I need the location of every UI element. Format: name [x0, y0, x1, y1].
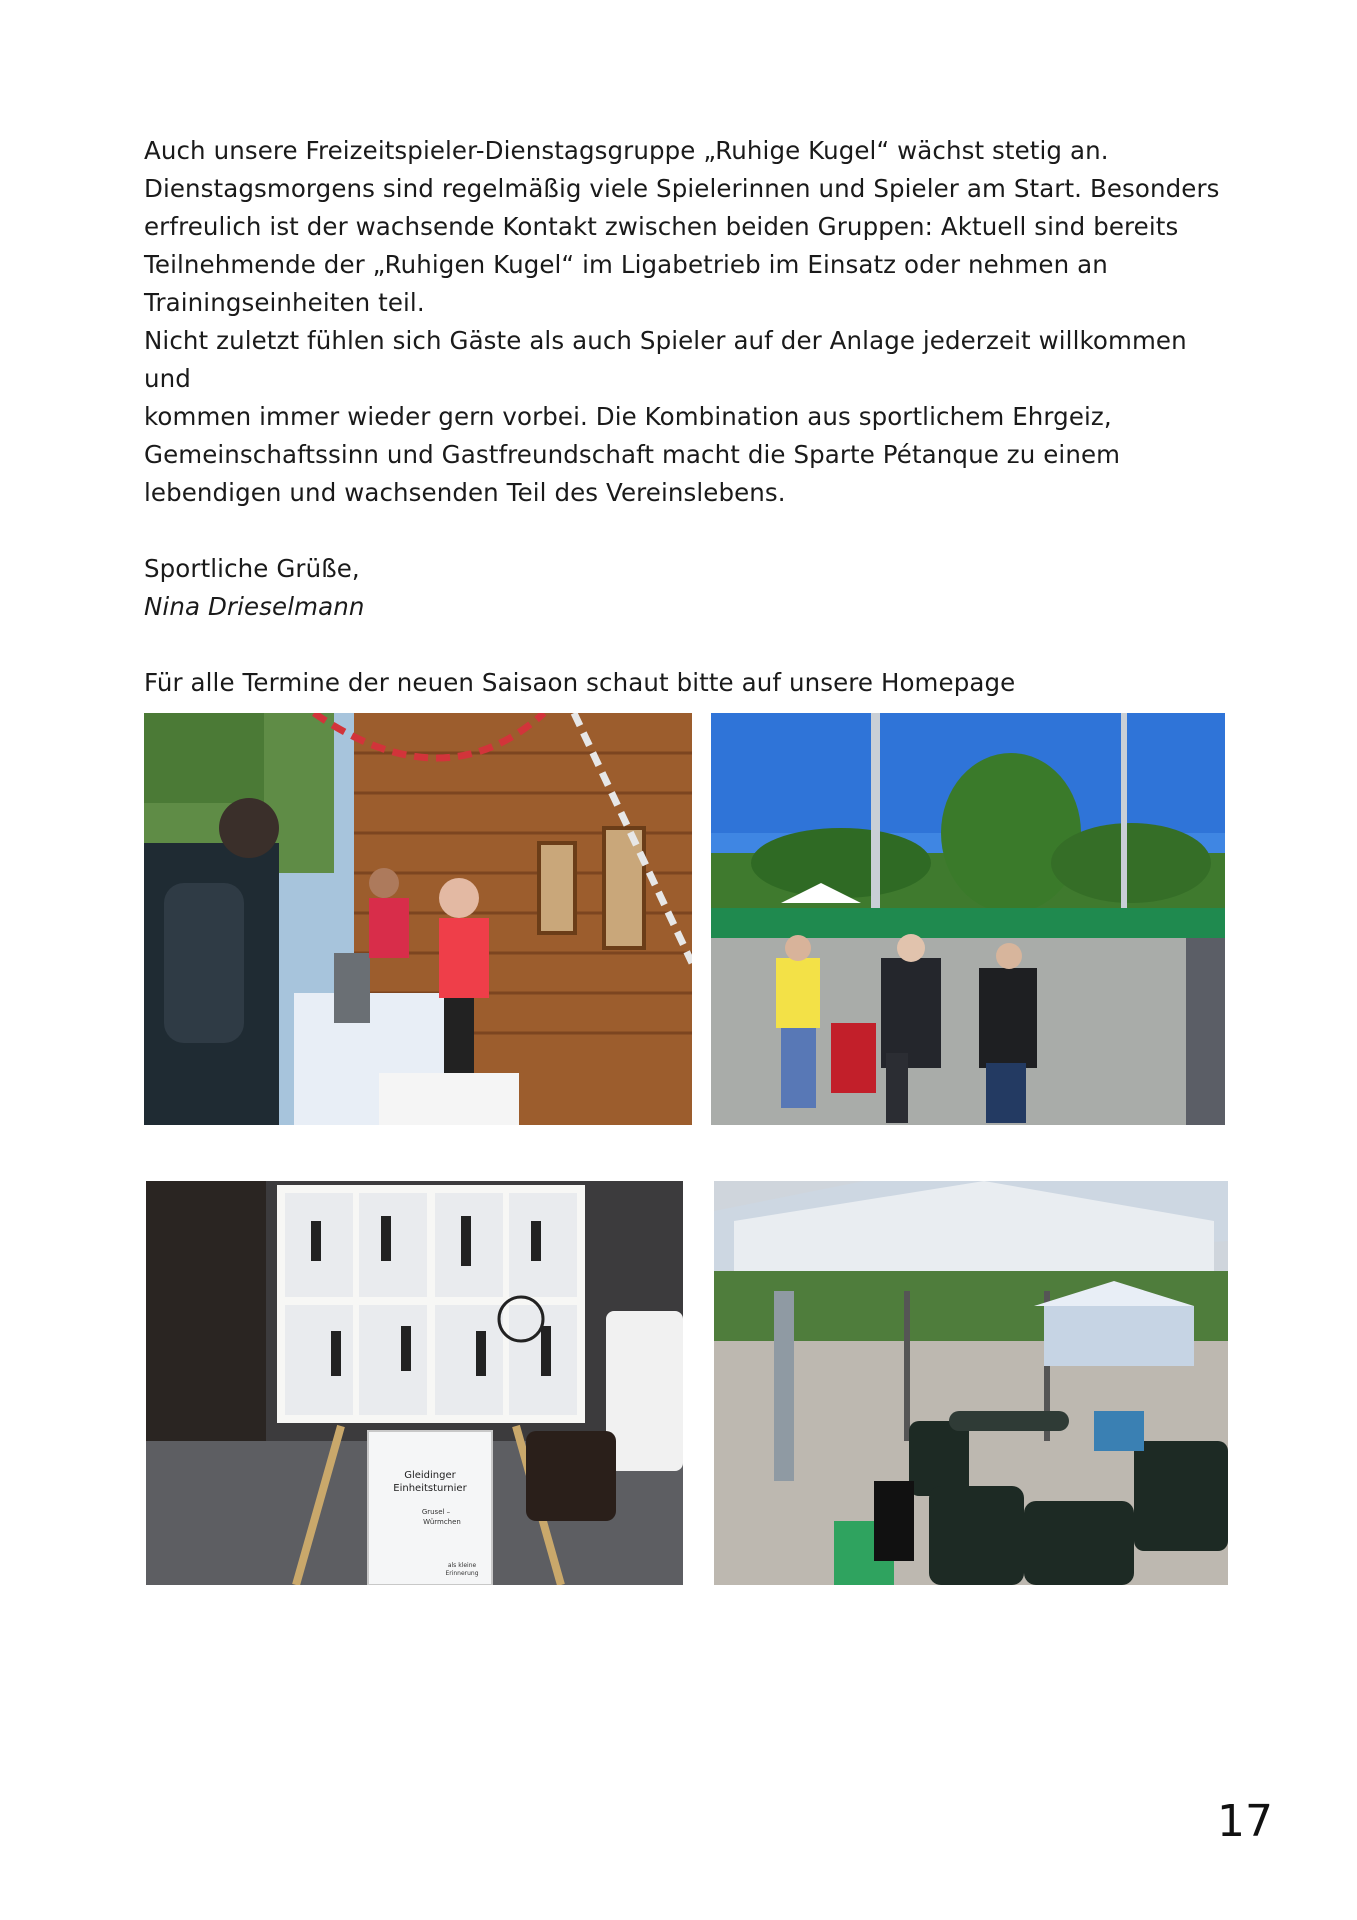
text-line: Auch unsere Freizeitspieler-Dienstagsgruppe „Ruhige Kugel“ wächst stetig an. [144, 136, 1109, 165]
paragraph [144, 322, 1224, 512]
text-line: kommen immer wieder gern vorbei. Die Kombination aus sportlichem Ehrgeiz, [144, 402, 1112, 431]
photo-tent-seating [714, 1181, 1228, 1585]
photo-boules-court [711, 713, 1225, 1125]
article-body [144, 132, 1224, 702]
author-signature: Nina Drieselmann [144, 592, 365, 621]
text-line: Dienstagsmorgens sind regelmäßig viele Spielerinnen und Spieler am Start. Besonders [144, 174, 1220, 203]
text-line: erfreulich ist der wachsende Kontakt zwischen beiden Gruppen: Aktuell sind bereits [144, 212, 1179, 241]
page-number: 17 [1217, 1796, 1273, 1847]
sign-line3: Grusel – [421, 1508, 451, 1516]
sign-title-line2: Einheitsturnier [393, 1483, 467, 1494]
text-line: lebendigen und wachsenden Teil des Vereinslebens. [144, 478, 786, 507]
homepage-note: Für alle Termine der neuen Saisaon schaut bitte auf unsere Homepage [144, 668, 1016, 697]
photo-tournament-sign [146, 1181, 683, 1585]
sign-title-line1: Gleidinger [404, 1470, 456, 1481]
sign-line4: Würmchen [423, 1518, 461, 1526]
sign-line6: Erinnerung [445, 1570, 479, 1577]
greeting: Sportliche Grüße, [144, 554, 360, 583]
text-line: Trainingseinheiten teil. [144, 288, 425, 317]
paragraph [144, 132, 1224, 322]
sign-line5: als kleine [447, 1562, 477, 1569]
text-line: Nicht zuletzt fühlen sich Gäste als auch Spieler auf der Anlage jederzeit willkommen und [144, 326, 1187, 393]
text-line: Teilnehmende der „Ruhigen Kugel“ im Ligabetrieb im Einsatz oder nehmen an [144, 250, 1108, 279]
text-line: Gemeinschaftssinn und Gastfreundschaft macht die Sparte Pétanque zu einem [144, 440, 1121, 469]
photo-clubhouse-buffet [144, 713, 692, 1125]
